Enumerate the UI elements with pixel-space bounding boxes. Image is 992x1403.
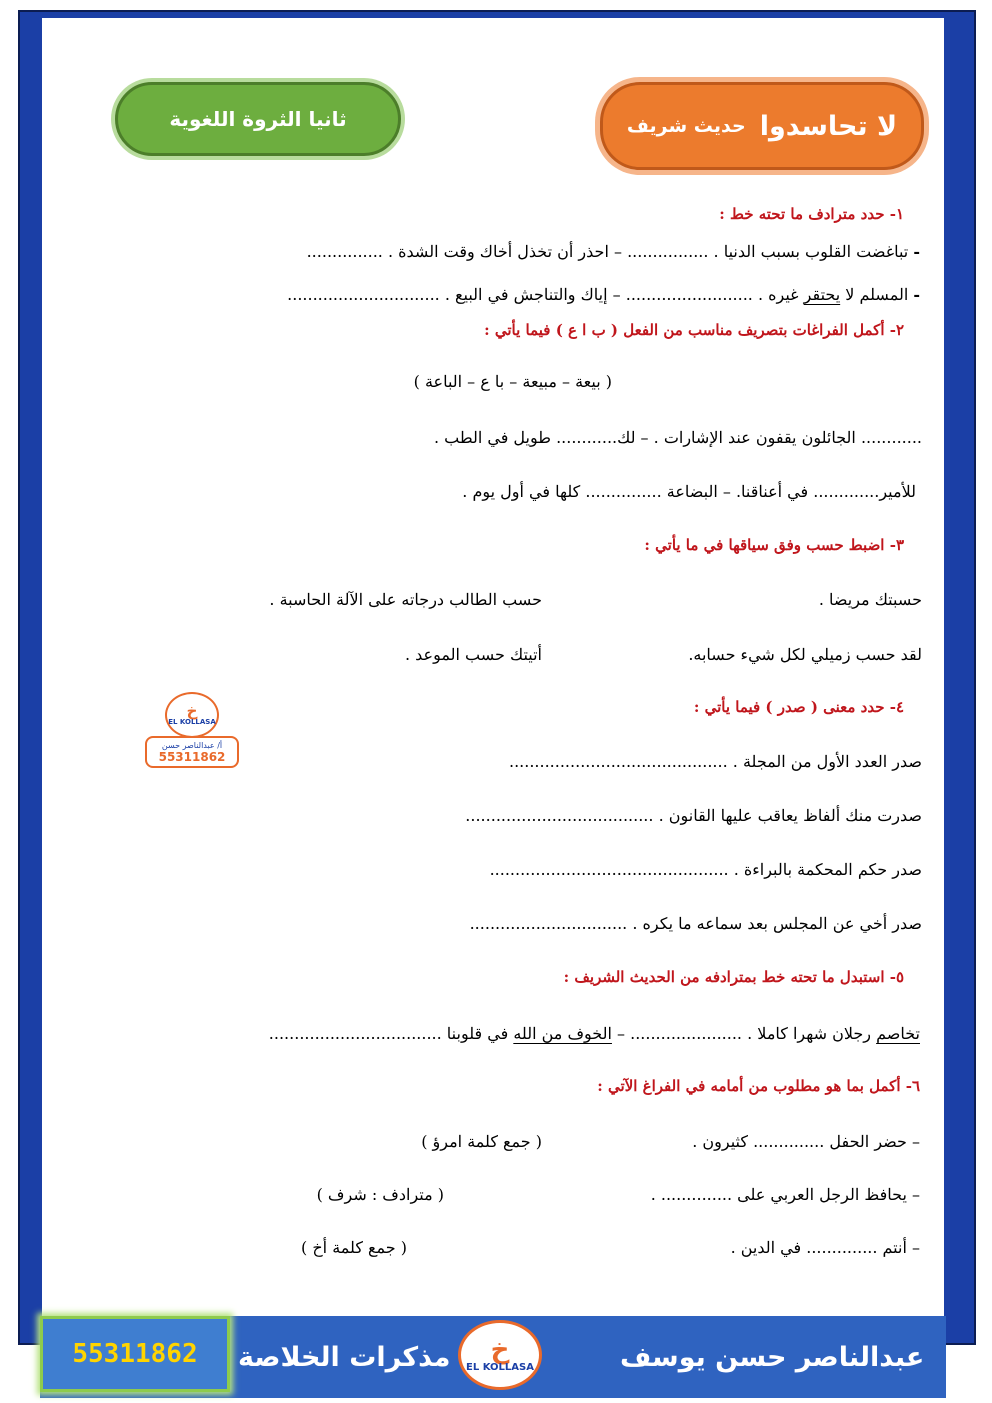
stamp-logo <box>165 692 219 738</box>
section-title: ثانيا الثروة اللغوية <box>169 107 347 131</box>
stamp-teacher-name: أ/ عبدالناصر حسن <box>161 740 223 750</box>
q1-line1-part-a: تباغضت القلوب بسبب الدنيا . ................ <box>627 242 909 261</box>
q1-line2-part-b: – إياك والتناجش في البيع . .............................. <box>287 285 621 304</box>
footer-logo-letter: خ <box>490 1334 510 1365</box>
q2-line-1: ............ الجائلون يقفون عند الإشارات . – لك............ طويل في الطب . <box>433 428 922 447</box>
hadith-label: حديث شريف <box>626 115 746 137</box>
q6-hint-2: ( مترادف : شرف ) <box>316 1185 444 1204</box>
q5-part-a: رجلان شهرا كاملا . ...................... <box>630 1024 877 1043</box>
q2-line-2: للأمير............. في أعناقنا. – البضاعة ............... كلها في أول يوم . <box>462 482 916 501</box>
teacher-stamp <box>145 692 241 770</box>
hadith-title-badge <box>600 82 924 170</box>
q4-title: ٤- حدد معنى ( صدر ) فيما يأتي : <box>693 698 904 716</box>
footer-author: عبدالناصر حسن يوسف <box>620 1342 925 1373</box>
q5-underlined-word-b: الخوف من الله <box>513 1024 612 1043</box>
q1-underlined-word: يحتقر <box>803 285 841 304</box>
q1-line2-pre: المسلم لا <box>840 285 909 304</box>
q4-sentence-2: صدرت منك ألفاظ يعاقب عليها القانون . ..................................... <box>465 806 922 825</box>
q3-sentence-2: حسب الطالب درجاته على الآلة الحاسبة . <box>269 590 542 609</box>
q6-title: ٦- أكمل بما هو مطلوب من أمامه في الفراغ الآتي : <box>597 1077 920 1095</box>
q1-line-1 <box>307 242 920 261</box>
footer-phone: 55311862 <box>40 1316 230 1392</box>
q5-part-b: في قلوبنا .................................. <box>268 1024 514 1043</box>
q6-hint-3: ( جمع كلمة أخ ) <box>301 1238 407 1257</box>
bullet-mark: - <box>913 242 920 261</box>
footer-brand: مذكرات الخلاصة <box>238 1342 451 1373</box>
q5-line <box>269 1024 920 1043</box>
q4-sentence-3: صدر حكم المحكمة بالبراءة . ............................................... <box>489 860 922 879</box>
stamp-logo-letter: خ <box>186 702 198 720</box>
q6-line-1: – حضر الحفل .............. كثيرون . <box>692 1132 920 1151</box>
hadith-title: لا تحاسدوا <box>759 110 898 142</box>
bullet-mark: - <box>913 285 920 304</box>
q6-line-3: – أنتم .............. في الدين . <box>730 1238 920 1257</box>
q3-sentence-3: لقد حسب زميلي لكل شيء حسابه. <box>688 645 922 664</box>
q6-hint-1: ( جمع كلمة امرؤ ) <box>421 1132 542 1151</box>
footer-logo-text: EL KOLLASA <box>466 1361 534 1373</box>
q1-line-2 <box>287 285 920 304</box>
q2-choices: ( بيعة – مبيعة – با ع – الباعة ) <box>413 372 612 391</box>
q6-line-2: – يحافظ الرجل العربي على .............. . <box>650 1185 920 1204</box>
stamp-logo-text: EL KOLLASA <box>168 718 216 726</box>
q3-sentence-4: أتيتك حسب الموعد . <box>404 645 542 664</box>
stamp-phone: 55311862 <box>158 749 226 764</box>
stamp-contact <box>145 736 239 768</box>
q3-title: ٣- اضبط حسب وفق سياقها في ما يأتي : <box>644 536 904 554</box>
q1-line2-post: غيره . ......................... <box>625 285 804 304</box>
footer-logo <box>458 1320 542 1390</box>
q5-separator: – <box>611 1024 631 1043</box>
q4-sentence-4: صدر أخي عن المجلس بعد سماعه ما يكره . ............................... <box>469 914 922 933</box>
q3-sentence-1: حسبتك مريضا . <box>818 590 922 609</box>
q2-title: ٢- أكمل الفراغات بتصريف مناسب من الفعل ( ب ا ع ) فيما يأتي : <box>484 321 904 339</box>
q5-underlined-word-a: تخاصم <box>876 1024 920 1043</box>
q1-title: ١- حدد مترادف ما تحته خط : <box>719 205 904 223</box>
section-title-badge <box>115 82 401 156</box>
q5-title: ٥- استبدل ما تحته خط بمترادفه من الحديث الشريف : <box>563 968 904 986</box>
q1-line1-part-b: – احذر أن تخذل أخاك وقت الشدة . ............... <box>306 242 622 261</box>
q4-sentence-1: صدر العدد الأول من المجلة . ........................................... <box>508 752 922 771</box>
